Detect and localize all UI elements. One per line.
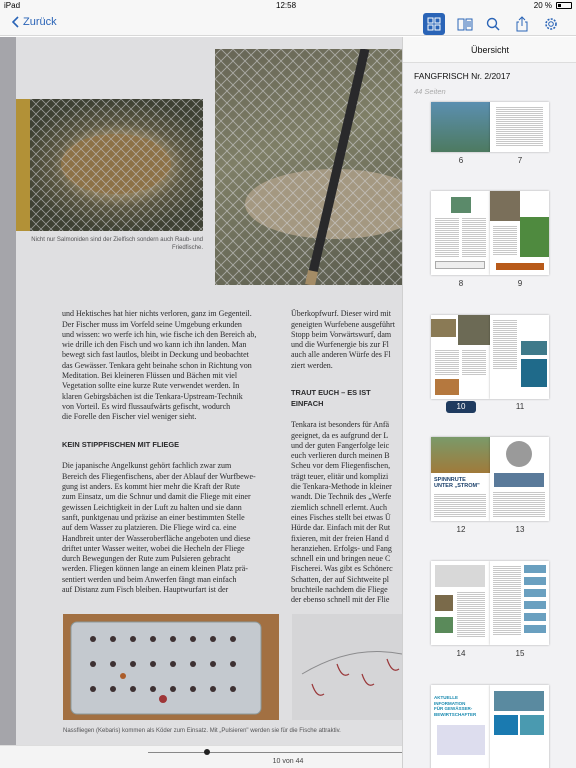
issue-title: FANGFRISCH Nr. 2/2017 [414, 71, 511, 81]
page-number-6: 6 [458, 156, 464, 165]
spread-6-7[interactable] [431, 102, 549, 152]
thumb-page-11[interactable] [490, 315, 549, 399]
panel-title: Übersicht [403, 37, 576, 63]
page-indicator: 10 von 44 [272, 758, 304, 765]
battery-percent: 20 % [533, 1, 552, 10]
spread-16-17[interactable] [431, 685, 549, 768]
thumb-page-10[interactable] [431, 315, 490, 399]
device-label: iPad [4, 1, 21, 10]
column-2-text-a: Überkopfwurf. Dieser wird mit geneigten Wurfebene ausgeführt Stopp beim Vorwärtswurf, dam und die Wurfenergie bis zur Fl auch alle anderen Würfe des Fl ziert werden. [291, 309, 395, 370]
page-count: 44 Seiten [414, 87, 446, 96]
chevron-left-icon [12, 16, 20, 28]
thumb-page-17[interactable] [490, 685, 549, 768]
thumb-page-8[interactable] [431, 191, 490, 275]
thumb-page-13[interactable] [490, 437, 549, 521]
spinnrute-headline: SPINNRUTE UNTER „STROM" [434, 477, 480, 489]
spread-8-9[interactable] [431, 191, 549, 275]
back-label: Zurück [23, 16, 57, 28]
back-button[interactable] [12, 16, 57, 28]
column-2-heading: TRAUT EUCH – ES IST EINFACH [291, 388, 371, 408]
page-dim-overlay [0, 37, 402, 745]
page-number-15: 15 [515, 649, 525, 658]
settings-button[interactable] [541, 15, 561, 33]
scrubber-knob[interactable] [204, 749, 210, 755]
reader-button[interactable] [455, 15, 475, 33]
grid-icon [427, 17, 441, 31]
scrubber-track[interactable] [148, 752, 408, 753]
thumb-page-6[interactable] [431, 102, 490, 152]
search-button[interactable] [483, 15, 503, 33]
photo-caption-top: Nicht nur Salmoniden sind der Zielfisch sondern auch Raub- und Friedfische. [31, 237, 203, 251]
battery-icon [556, 2, 572, 9]
column-1-text-b: Die japanische Angelkunst gehört fachlich zwar zum Bereich des Fliegenfischens, aber der Ablauf der Wurfbewe- gung ist anders. Es kommt hier mehr die Kraft der Rute zum Einsatz, um die Schnur und damit die Fliege mit einer gewissen Leichtigkeit in der Luft zu halten und sie dann sanft, punktgenau und präzise an einer bestimmten Stelle auf dem Wasser zu platzieren. Die Fliege wird ca. eine Handbreit unter der Wasseroberfläche angeboten und diese driftet unter Wasser weiter, wobei die Hecheln der Fliege durch Bewegungen der Rute zum Pulsieren gebracht werden. Fliegen können lange an einem kleinen Platz prä- sentiert werden und beim Anwerfen fängt man einfach auf Distanz zum Fisch bleiben. Hauptwurfart ist der [62, 461, 256, 595]
book-icon [457, 17, 473, 31]
page-number-14: 14 [456, 649, 466, 658]
page-number-12: 12 [456, 525, 466, 534]
page-number-7: 7 [517, 156, 523, 165]
page-number-9: 9 [517, 279, 523, 288]
thumb-page-15[interactable] [490, 561, 549, 645]
thumb-page-16[interactable] [431, 685, 490, 768]
search-icon [486, 17, 500, 31]
share-icon [515, 16, 529, 32]
status-bar [0, 0, 576, 12]
page-number-8: 8 [458, 279, 464, 288]
photo-caption-bottom: Nassfliegen (Kebaris) kommen als Köder zum Einsatz. Mit „Pulsieren" werden sie für die Fische attraktiv. [63, 728, 341, 734]
gear-icon [543, 16, 559, 32]
thumb-page-14[interactable] [431, 561, 490, 645]
spread-14-15[interactable] [431, 561, 549, 645]
thumb-page-12[interactable] [431, 437, 490, 521]
overview-panel [402, 37, 576, 768]
thumb-page-7[interactable] [490, 102, 549, 152]
page-number-11: 11 [515, 402, 525, 411]
spread-10-11[interactable] [431, 315, 549, 399]
column-1-heading: KEIN STIPPFISCHEN MIT FLIEGE [62, 439, 180, 449]
column-1-text-a: und Hektisches hat hier nichts verloren, ganz im Gegenteil. Der Fischer muss im Vorfeld seine Umgebung erkunden und wissen: wo werfe ich hin, wie fische ich den Bereich ab, wie drille ich den Fisch und wo kann ich ihn landen. Man bewegt sich fast lautlos, bleibt in Deckung und beobachtet das Gewässer. Tenkara geht beinahe schon in Richtung von Meditation. Bei kleineren Flüssen und Bächen mit viel Vegetation sollte eine kurze Rute verwendet werden. In klaren Gebirgsbächen ist die Tenkara-Upstream-Technik von Vorteil. Es wird flussaufwärts gefischt, wodurch die Forelle den Fischer viel weniger sieht. [62, 309, 257, 422]
aktuelle-headline: AKTUELLE INFORMATION FÜR GEWÄSSER-BEWIRTSCHAFTER [434, 695, 477, 717]
spread-12-13[interactable] [431, 437, 549, 521]
thumb-page-9[interactable] [490, 191, 549, 275]
navigation-bar [0, 12, 576, 36]
page-number-10-selected: 10 [446, 401, 476, 413]
page-number-13: 13 [515, 525, 525, 534]
share-button[interactable] [512, 15, 532, 33]
grid-view-button[interactable] [423, 13, 445, 35]
clock: 12:58 [276, 1, 297, 10]
column-2-text-b: Tenkara ist besonders für Anfä geeignet, da es aufgrund der L und der guten Fangerfolge leic euch verlieren durch meinen B Scheu vor dem Fliegenfischen, trägt teuer, elitär und komplizi die Tenkara-Methode in kleiner wandt. Die Technik des „Werfe ziemlich schnell erlernt. Auch eines Fisches stellt bei etwas Ü Hürde dar. Einfach mit der Rut fixieren, mit der freien Hand d heranziehen. Erfolgs- und Fang schnell ein und bringen neue C Fischerei. Was gibt es Schönerc Schatten, der auf Sichtweite pl bruchteile nachdem die Fliege der ebenso schnell mit der Flie [291, 420, 393, 605]
